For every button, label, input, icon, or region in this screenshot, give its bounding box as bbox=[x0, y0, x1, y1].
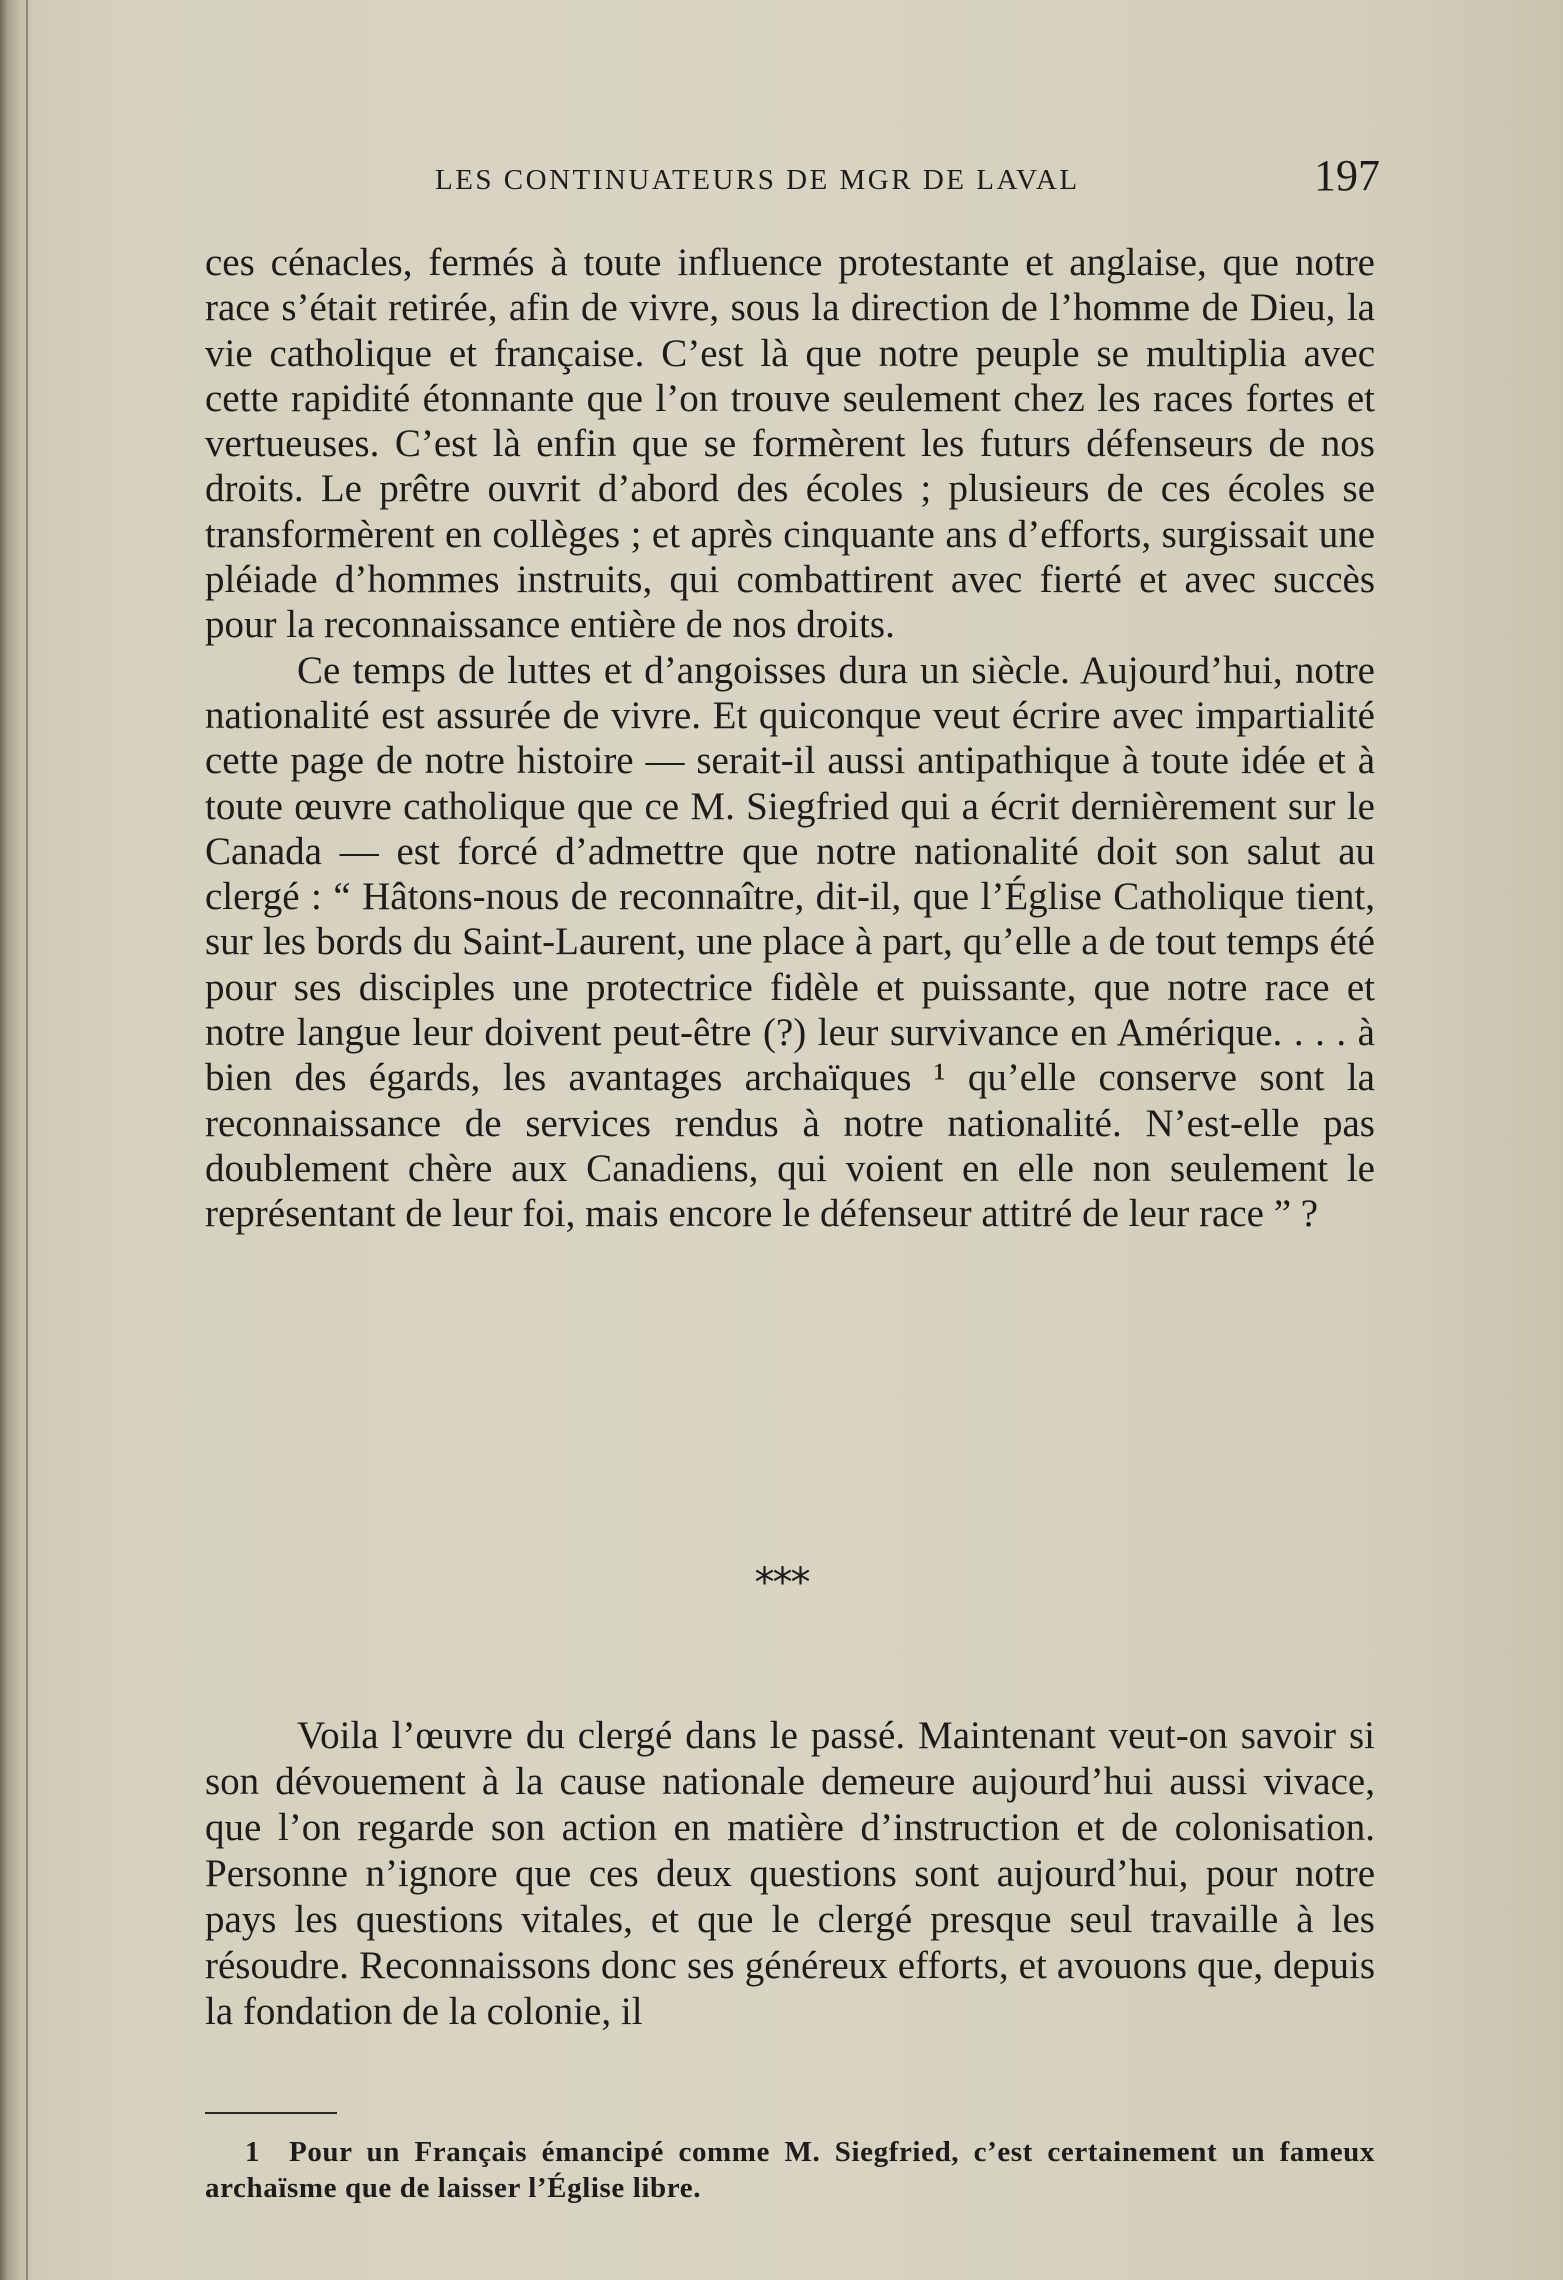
page-header bbox=[205, 150, 1380, 210]
page-edge-line bbox=[26, 0, 28, 2280]
footnote-rule bbox=[205, 2112, 337, 2114]
main-text-after-break bbox=[205, 1713, 1375, 2035]
section-break-asterism bbox=[0, 1560, 1563, 1606]
main-text bbox=[205, 240, 1375, 1237]
asterism-glyphs: *** bbox=[754, 1560, 809, 1606]
paragraph-continued: ces cénacles, fermés à toute influence protestante et anglaise, que notre race s’était retirée, afin de vivre, sous la direction de l’homme de Dieu, la vie catholique et française. C’est là que notre peuple se multiplia avec cette rapidité étonnante que l’on trouve seulement chez les races fortes et vertueuses. C’est là enfin que se formèrent les futurs défenseurs de nos droits. Le prêtre ouvrit d’abord des écoles ; plusieurs de ces écoles se transformèrent en collèges ; et après cinquante ans d’efforts, surgissait une pléiade d’hommes instruits, qui combattirent avec fierté et avec succès pour la reconnaissance entière de nos droits. bbox=[205, 241, 1375, 647]
paragraph-clergy-work: Voila l’œuvre du clergé dans le passé. Maintenant veut-on savoir si son dévouement à la cause nationale demeure aujourd’hui aussi vivace, que l’on regarde son action en matière d’instruction et de colonisation. Personne n’ignore que ces deux questions sont aujourd’hui, pour notre pays les questions vitales, et que le clergé presque seul travaille à les résoudre. Reconnaissons donc ses généreux efforts, et avouons que, depuis la fondation de la colonie, il bbox=[205, 1714, 1375, 2033]
running-title: LES CONTINUATEURS DE MGR DE LAVAL bbox=[435, 164, 1080, 196]
page-number: 197 bbox=[1314, 151, 1380, 200]
footnote bbox=[205, 2134, 1375, 2206]
paragraph-siegfried-quote: Ce temps de luttes et d’angoisses dura un siècle. Aujourd’hui, notre nationalité est assurée de vivre. Et quiconque veut écrire avec impartialité cette page de notre histoire — serait-il aussi antipathique à toute idée et à toute œuvre catholique que ce M. Siegfried qui a écrit dernièrement sur le Canada — est forcé d’admettre que notre nationalité doit son salut au clergé : “ Hâtons-nous de reconnaître, dit-il, que l’Église Catholique tient, sur les bords du Saint-Laurent, une place à part, qu’elle a de tout temps été pour ses disciples une protectrice fidèle et puissante, que notre race et notre langue leur doivent peut-être (?) leur survivance en Amérique. . . . à bien des égards, les avantages archaïques ¹ qu’elle conserve sont la reconnaissance de services rendus à notre nationalité. N’est-elle pas doublement chère aux Canadiens, qui voient en elle non seulement le représentant de leur foi, mais encore le défenseur attitré de leur race ” ? bbox=[205, 648, 1375, 1236]
footnote-text: Pour un Français émancipé comme M. Siegfried, c’est certainement un fameux archaïsme que de laisser l’Église libre. bbox=[205, 2136, 1375, 2204]
footnote-marker: 1 bbox=[245, 2136, 261, 2168]
book-spine-shadow bbox=[0, 0, 34, 2280]
